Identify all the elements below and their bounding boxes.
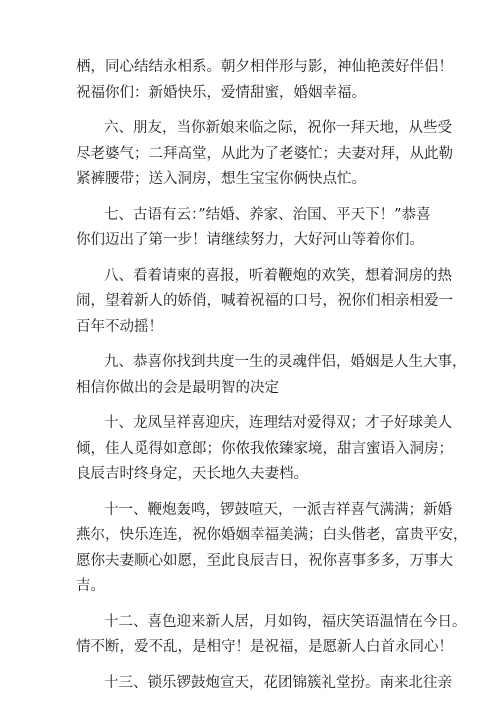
text-line: 尽老婆气；二拜高堂，从此为了老婆忙；夫妻对拜，从此勒 [76, 145, 453, 162]
text-line: 相信你做出的会是最明智的决定 [76, 379, 279, 396]
text-line: 良辰吉时终身定，天长地久夫妻档。 [76, 466, 308, 482]
text-line: 十、龙凤呈祥喜迎庆，连理结对爱得双；才子好球美人 [104, 415, 452, 431]
text-line: 燕尔，快乐连连，祝你婚姻幸福美满；白头偕老，富贵平安， [76, 527, 468, 543]
text-line: 十一、鞭炮轰鸣，锣鼓喧天，一派吉祥喜气满满；新婚 [104, 501, 452, 518]
text-line: 九、恭喜你找到共度一生的灵魂伴侣，婚姻是人生大事， [104, 354, 467, 370]
text-line: 愿你夫妻顺心如愿，至此良辰吉日，祝你喜事多多，万事大 [76, 552, 453, 569]
text-line: 闹，望着新人的娇俏，喊着祝福的口号，祝你们相亲相爱一 [76, 293, 453, 309]
text-line: 十二、喜色迎来新人居，月如钩，福庆笑语温情在今日。 [104, 613, 467, 630]
paragraph-7 [76, 203, 430, 254]
document-body [76, 55, 468, 696]
paragraph-10 [76, 411, 453, 488]
text-line: 十三、锁乐锣鼓炮宣天，花团锦簇礼堂扮。南来北往亲 [104, 674, 452, 691]
text-line: 你们迈出了第一步！请继续努力，大好河山等着你们。 [76, 232, 424, 248]
text-line: 情不断，爱不乱，是相守！是祝福，是愿新人白首永同心！ [76, 639, 453, 655]
text-line: 祝福你们：新婚快乐，爱情甜蜜，婚姻幸福。 [76, 84, 366, 101]
text-line: 七、古语有云：”结婚、养家、治国、平天下！”恭喜 [104, 206, 431, 223]
text-line: 紧裤腰带；送入洞房，想生宝宝你俩快点忙。 [76, 171, 366, 187]
paragraph-13 [76, 671, 452, 697]
paragraph-continued [76, 55, 453, 106]
text-line: 栖，同心结结永相系。朝夕相伴形与影，神仙艳羡好伴侣！ [76, 59, 453, 75]
text-line: 百年不动摇！ [76, 318, 163, 335]
text-line: 八、看着请柬的喜报，听着鞭炮的欢笑，想着洞房的热 [104, 267, 452, 284]
text-line: 倾，佳人觅得如意郎；你侬我侬臻家境，甜言蜜语入洞房； [76, 440, 453, 457]
text-line: 六、朋友，当你新娘来临之际，祝你一拜天地，从些受 [104, 120, 452, 136]
paragraph-11 [76, 498, 468, 600]
paragraph-8 [76, 264, 453, 341]
paragraph-12 [76, 610, 467, 661]
text-line: 吉。 [76, 578, 105, 594]
paragraph-6 [76, 116, 453, 193]
paragraph-9 [76, 350, 467, 401]
